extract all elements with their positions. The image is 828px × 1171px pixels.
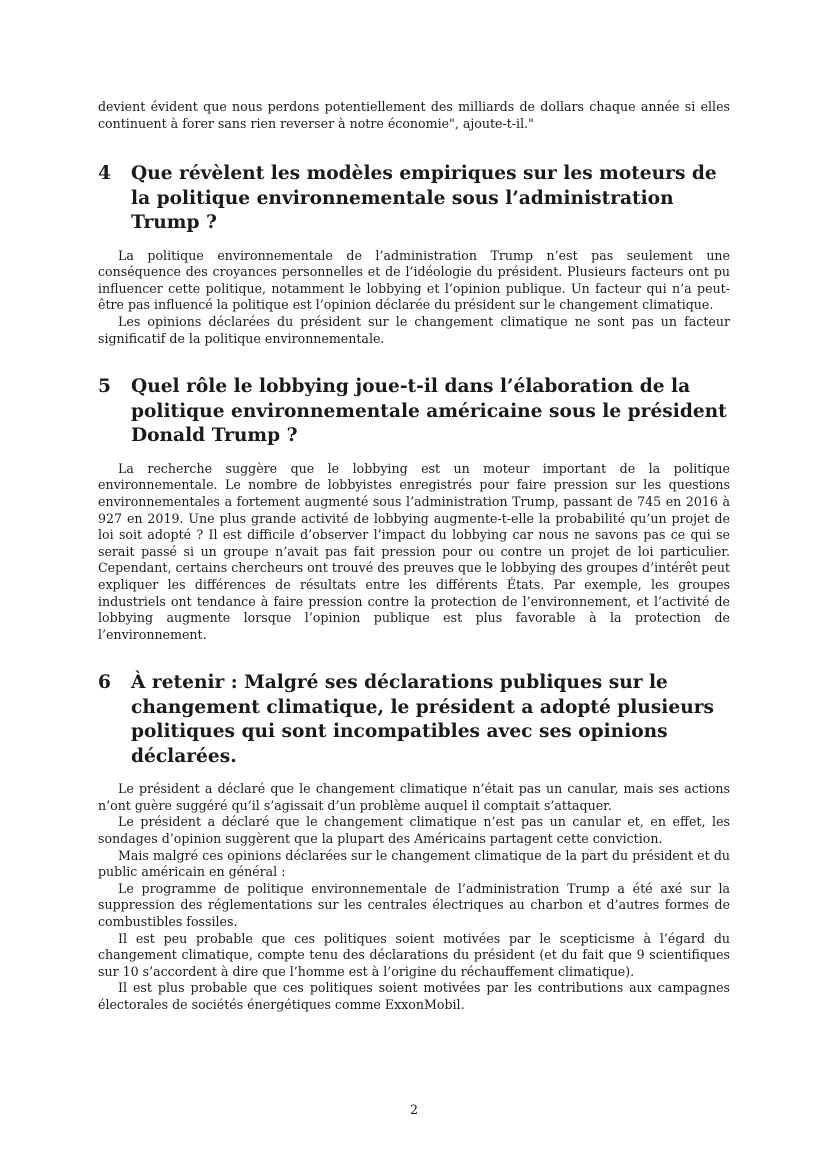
section-number: 6	[98, 672, 111, 694]
section-title: Quel rôle le lobbying joue-t-il dans l’élaboration de la politique environnementale américaine sous le président Donald Trump ?	[131, 376, 727, 447]
section-title: Que révèlent les modèles empiriques sur les moteurs de la politique environnementale sous l’administration Trump ?	[131, 163, 717, 234]
section-4-paragraph: Les opinions déclarées du président sur le changement climatique ne sont pas un facteur significatif de la politique environnementale.	[98, 314, 730, 346]
intro-paragraph: devient évident que nous perdons potentiellement des milliards de dollars chaque année si elles continuent à forer sans rien reverser à notre économie", ajoute-t-il."	[98, 99, 730, 131]
section-heading-6	[98, 671, 730, 769]
section-6-paragraph: Le programme de politique environnementale de l’administration Trump a été axé sur la suppression des réglementations sur les centrales électriques au charbon et d’autres formes de combustibles fossiles.	[98, 880, 730, 930]
section-6-paragraph: Le président a déclaré que le changement climatique n’est pas un canular et, en effet, les sondages d’opinion suggèrent que la plupart des Américains partagent cette conviction.	[98, 814, 730, 847]
section-6-paragraph: Le président a déclaré que le changement climatique n’était pas un canular, mais ses actions n’ont guère suggéré qu’il s’agissait d’un problème auquel il comptait s’attaquer.	[98, 781, 730, 813]
section-6-paragraph: Il est peu probable que ces politiques soient motivées par le scepticisme à l’égard du changement climatique, compte tenu des déclarations du président (et du fait que 9 scientifiques sur 10 s’accordent à dire que l’homme est à l’origine du réchauffement climatique).	[98, 930, 730, 979]
section-number: 5	[98, 376, 111, 398]
page-number: 2	[409, 1102, 418, 1117]
section-heading-4	[98, 162, 730, 236]
section-number: 4	[98, 163, 111, 185]
section-6-paragraph: Mais malgré ces opinions déclarées sur le changement climatique de la part du président et du public américain en général :	[98, 847, 730, 880]
section-5-paragraph: La recherche suggère que le lobbying est un moteur important de la politique environnementale. Le nombre de lobbyistes enregistrés pour faire pression sur les questions environnementales a fortement augmenté sous l’administration Trump, passant de 745 en 2016 à 927 en 2019. Une plus grande activité de lobbying augmente-t-elle la probabilité qu’un projet de loi soit adopté ? Il est difficile d’observer l’impact du lobbying car nous ne savons pas ce qui se serait passé si un groupe n’avait pas fait pression pour ou contre un projet de loi particulier. Cependant, certains chercheurs ont trouvé des preuves que le lobbying des groupes d’intérêt peut expliquer les différences de résultats entre les différents États. Par exemple, les groupes industriels ont tendance à faire pression contre la protection de l’environnement, et l’activité de lobbying augmente lorsque l’opinion publique est plus favorable à la protection de l’environnement.	[98, 460, 730, 642]
section-title: À retenir : Malgré ses déclarations publiques sur le changement climatique, le président a adopté plusieurs politiques qui sont incompatibles avec ses opinions déclarées.	[131, 672, 714, 767]
document-page	[98, 99, 730, 1014]
section-6-paragraph: Il est plus probable que ces politiques soient motivées par les contributions aux campagnes électorales de sociétés énergétiques comme ExxonMobil.	[98, 980, 730, 1012]
section-heading-5	[98, 375, 730, 449]
section-4-paragraph: La politique environnementale de l’administration Trump n’est pas seulement une conséquence des croyances personnelles et de l’idéologie du président. Plusieurs facteurs ont pu influencer cette politique, notamment le lobbying et l’opinion publique. Un facteur qui n’a peut-être pas influencé la politique est l’opinion déclarée du président sur le changement climatique.	[98, 247, 730, 313]
